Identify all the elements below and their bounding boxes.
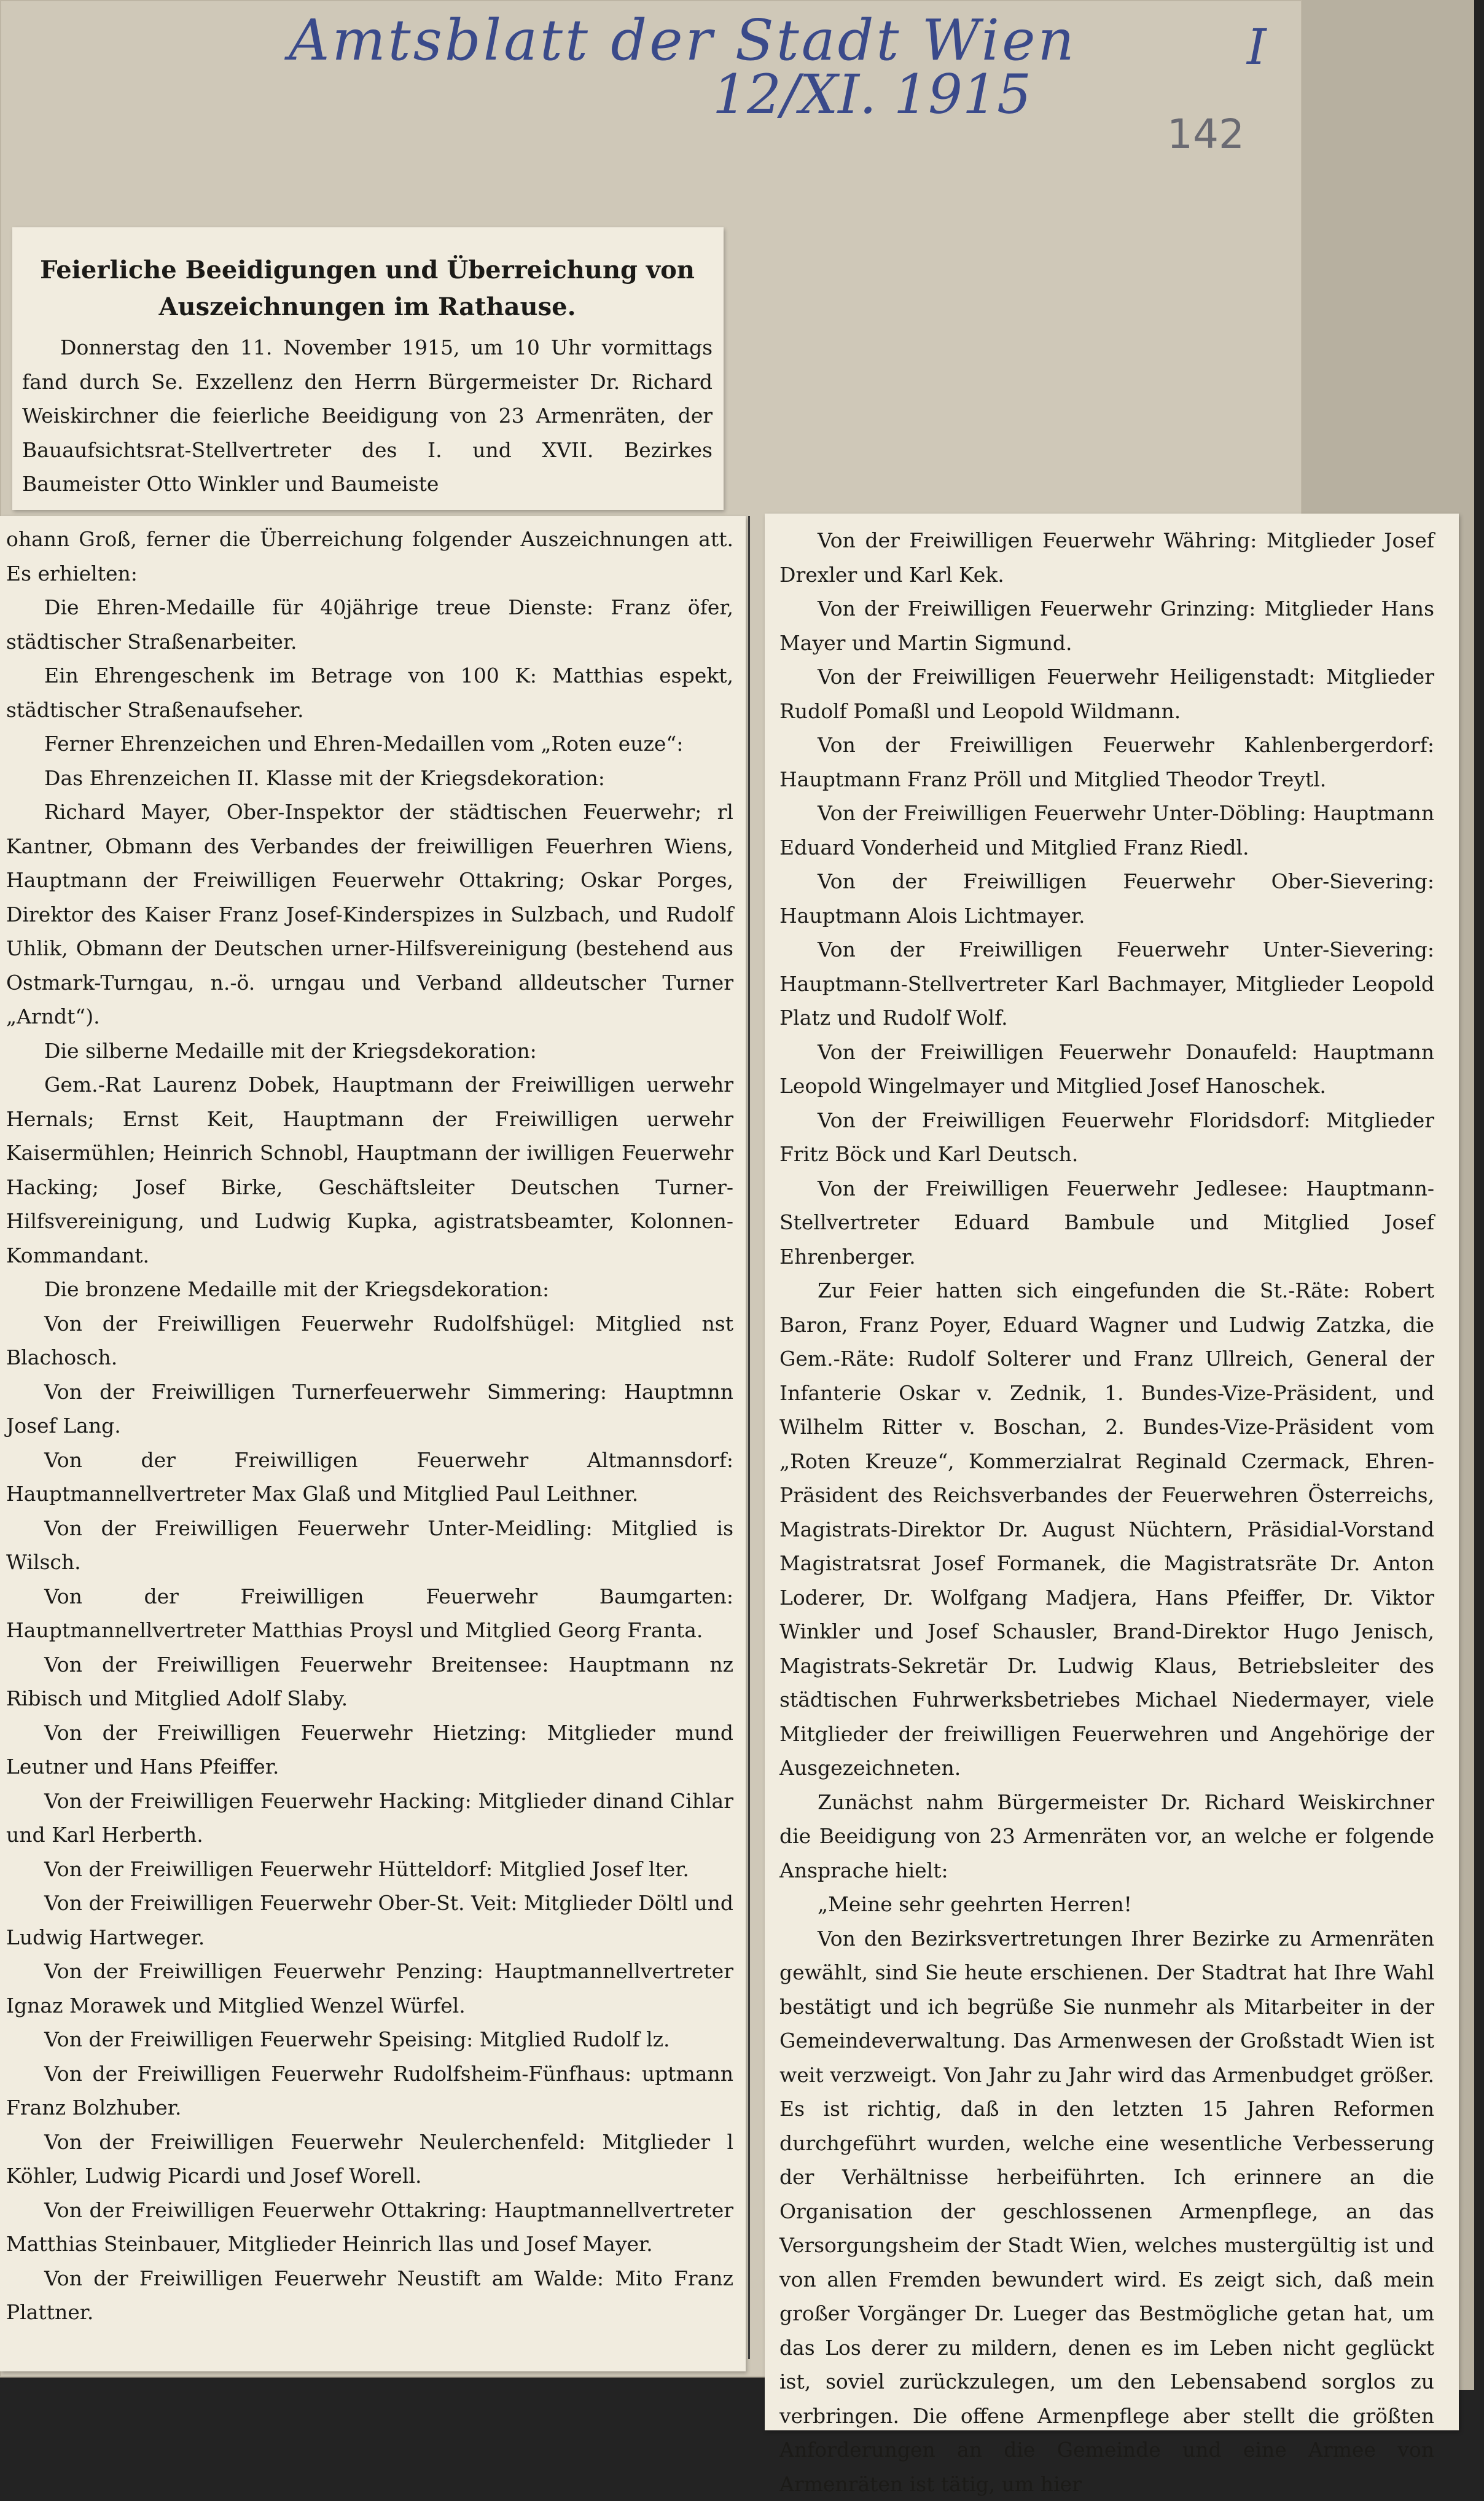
left-paragraph: Ferner Ehrenzeichen und Ehren-Medaillen vom „Roten euze“: xyxy=(6,727,733,761)
right-paragraph: Von der Freiwilligen Feuerwehr Grinzing: Mitglieder Hans Mayer und Martin Sigmund. xyxy=(779,592,1434,660)
handwritten-source-title: Amtsblatt der Stadt Wien xyxy=(289,12,1077,69)
left-paragraph: Von der Freiwilligen Feuerwehr Unter-Meidling: Mitglied is Wilsch. xyxy=(6,1511,733,1579)
left-paragraph: Die silberne Medaille mit der Kriegsdekoration: xyxy=(6,1034,733,1068)
left-paragraph: Von der Freiwilligen Feuerwehr Hacking: Mitglieder dinand Cihlar und Karl Herberth. xyxy=(6,1784,733,1852)
left-paragraph: Die bronzene Medaille mit der Kriegsdekoration: xyxy=(6,1272,733,1307)
left-paragraph: Von der Freiwilligen Feuerwehr Speising: Mitglied Rudolf lz. xyxy=(6,2022,733,2057)
left-paragraph: Von der Freiwilligen Feuerwehr Hietzing: Mitglieder mund Leutner und Hans Pfeiffer. xyxy=(6,1716,733,1784)
right-paragraph: Von der Freiwilligen Feuerwehr Heiligenstadt: Mitglieder Rudolf Pomaßl und Leopold Wildmann. xyxy=(779,660,1434,728)
right-paragraph: Zunächst nahm Bürgermeister Dr. Richard Weiskirchner die Beeidigung von 23 Armenräten vor, an welche er folgende Ansprache hielt: xyxy=(779,1785,1434,1888)
intro-paragraph: Donnerstag den 11. November 1915, um 10 Uhr vormittags fand durch Se. Exzellenz den Herrn Bürgermeister Dr. Richard Weiskirchner die feierliche Beeidigung von 23 Armenräten, der Bauaufsichtsrat-Stellvertreter des I. und XVII. Bezirkes Baumeister Otto Winkler und Baumeiste xyxy=(22,331,713,501)
left-paragraph: ohann Groß, ferner die Überreichung folgender Auszeichnungen att. Es erhielten: xyxy=(6,522,733,590)
right-paragraph: Von der Freiwilligen Feuerwehr Unter-Döbling: Hauptmann Eduard Vonderheid und Mitglied Franz Riedl. xyxy=(779,796,1434,864)
left-paragraph: Das Ehrenzeichen II. Klasse mit der Kriegsdekoration: xyxy=(6,761,733,796)
left-paragraph: Von der Freiwilligen Feuerwehr Baumgarten: Hauptmannellvertreter Matthias Proysl und Mitglied Georg Franta. xyxy=(6,1579,733,1648)
right-paragraph: Von der Freiwilligen Feuerwehr Währing: Mitglieder Josef Drexler und Karl Kek. xyxy=(779,523,1434,592)
left-paragraph: Von der Freiwilligen Feuerwehr Neustift am Walde: Mito Franz Plattner. xyxy=(6,2261,733,2330)
right-paragraph: Von der Freiwilligen Feuerwehr Donaufeld: Hauptmann Leopold Wingelmayer und Mitglied Josef Hanoschek. xyxy=(779,1035,1434,1103)
left-paragraph: Von der Freiwilligen Feuerwehr Ottakring: Hauptmannellvertreter Matthias Steinbauer, Mitglieder Heinrich llas und Josef Mayer. xyxy=(6,2193,733,2261)
clipping-right-column xyxy=(765,514,1459,2430)
left-paragraph: Von der Freiwilligen Feuerwehr Breitensee: Hauptmann nz Ribisch und Mitglied Adolf Slaby. xyxy=(6,1648,733,1716)
left-paragraph: Ein Ehrengeschenk im Betrage von 100 K: Matthias espekt, städtischer Straßenaufseher. xyxy=(6,659,733,727)
left-paragraph: Von der Freiwilligen Feuerwehr Penzing: Hauptmannellvertreter Ignaz Morawek und Mitglied Wenzel Würfel. xyxy=(6,1954,733,2022)
archive-page-number: 142 xyxy=(1167,111,1244,158)
left-paragraph: Von der Freiwilligen Feuerwehr Altmannsdorf: Hauptmannellvertreter Max Glaß und Mitglied Paul Leithner. xyxy=(6,1443,733,1511)
speech-paragraph: Von den Bezirksvertretungen Ihrer Bezirke zu Armenräten gewählt, sind Sie heute erschienen. Der Stadtrat hat Ihre Wahl bestätigt und ich begrüße Sie nunmehr als Mitarbeiter in der Gemeindeverwaltung. Das Armenwesen der Großstadt Wien ist weit verzweigt. Von Jahr zu Jahr wird das Armenbudget größer. Es ist richtig, daß in den letzten 15 Jahren Reformen durchgeführt wurden, welche eine wesentliche Verbesserung der Verhältnisse herbeiführten. Ich erinnere an die Organisation der geschlossenen Armenpflege, an das Versorgungsheim der Stadt Wien, welches mustergültig ist und von allen Fremden bewundert wird. Es zeigt sich, daß mein großer Vorgänger Dr. Lueger das Bestmögliche getan hat, um das Los derer zu mildern, denen es im Leben nicht geglückt ist, soviel zurückzulegen, um den Lebensabend sorglos zu verbringen. Die offene Armenpflege aber stellt die größten Anforderungen an die Gemeinde und eine Armee von Armenräten ist tätig, um hier xyxy=(779,1922,1434,2501)
article-headline: Feierliche Beeidigungen und Überreichung von Auszeichnungen im Rathause. xyxy=(22,252,713,326)
column-rule xyxy=(748,516,750,2359)
left-paragraph: Von der Freiwilligen Feuerwehr Hütteldorf: Mitglied Josef lter. xyxy=(6,1852,733,1887)
right-paragraph: Zur Feier hatten sich eingefunden die St.-Räte: Robert Baron, Franz Poyer, Eduard Wagner und Ludwig Zatzka, die Gem.-Räte: Rudolf Solterer und Franz Ullreich, General der Infanterie Oskar v. Zednik, 1. Bundes-Vize-Präsident, und Wilhelm Ritter v. Boschan, 2. Bundes-Vize-Präsident vom „Roten Kreuze“, Kommerzialrat Reginald Czermack, Ehren-Präsident des Reichsverbandes der Feuerwehren Österreichs, Magistrats-Direktor Dr. August Nüchtern, Präsidial-Vorstand Magistratsrat Josef Formanek, die Magistratsräte Dr. Anton Loderer, Dr. Wolfgang Madjera, Hans Pfeiffer, Dr. Viktor Winkler und Josef Schausler, Brand-Direktor Hugo Jenisch, Magistrats-Sekretär Dr. Ludwig Klaus, Betriebsleiter des städtischen Fuhrwerksbetriebes Michael Niedermayer, viele Mitglieder der freiwilligen Feuerwehren und Angehörige der Ausgezeichneten. xyxy=(779,1274,1434,1785)
left-paragraph: Von der Freiwilligen Feuerwehr Rudolfsheim-Fünfhaus: uptmann Franz Bolzhuber. xyxy=(6,2057,733,2125)
right-paragraph: Von der Freiwilligen Feuerwehr Ober-Sievering: Hauptmann Alois Lichtmayer. xyxy=(779,864,1434,933)
handwritten-roman-numeral: I xyxy=(1247,18,1267,76)
right-paragraph: Von der Freiwilligen Feuerwehr Unter-Sievering: Hauptmann-Stellvertreter Karl Bachmayer, Mitglieder Leopold Platz und Rudolf Wolf. xyxy=(779,933,1434,1035)
handwritten-date: 12/XI. 1915 xyxy=(713,68,1031,122)
left-paragraph: Von der Freiwilligen Feuerwehr Neulerchenfeld: Mitglieder l Köhler, Ludwig Picardi und Josef Worell. xyxy=(6,2125,733,2193)
clipping-top xyxy=(12,227,724,510)
right-paragraph: Von der Freiwilligen Feuerwehr Floridsdorf: Mitglieder Fritz Böck und Karl Deutsch. xyxy=(779,1103,1434,1172)
left-paragraph: Richard Mayer, Ober-Inspektor der städtischen Feuerwehr; rl Kantner, Obmann des Verbandes der freiwilligen Feuerhren Wiens, Hauptmann der Freiwilligen Feuerwehr Ottakring; Oskar Porges, Direktor des Kaiser Franz Josef-Kinderspizes in Sulzbach, und Rudolf Uhlik, Obmann der Deutschen urner-Hilfsvereinigung (bestehend aus Ostmark-Turngau, n.-ö. urngau und Verband alldeutscher Turner „Arndt“). xyxy=(6,795,733,1034)
right-paragraph: Von der Freiwilligen Feuerwehr Jedlesee: Hauptmann-Stellvertreter Eduard Bambule und Mitglied Josef Ehrenberger. xyxy=(779,1172,1434,1274)
clipping-left-column xyxy=(0,516,746,2371)
left-paragraph: Gem.-Rat Laurenz Dobek, Hauptmann der Freiwilligen uerwehr Hernals; Ernst Keit, Hauptmann der Freiwilligen uerwehr Kaisermühlen; Heinrich Schnobl, Hauptmann der iwilligen Feuerwehr Hacking; Josef Birke, Geschäftsleiter Deutschen Turner-Hilfsvereinigung, und Ludwig Kupka, agistratsbeamter, Kolonnen-Kommandant. xyxy=(6,1068,733,1272)
left-paragraph: Von der Freiwilligen Feuerwehr Ober-St. Veit: Mitglieder Döltl und Ludwig Hartweger. xyxy=(6,1886,733,1954)
left-paragraph: Von der Freiwilligen Feuerwehr Rudolfshügel: Mitglied nst Blachosch. xyxy=(6,1307,733,1375)
left-paragraph: Von der Freiwilligen Turnerfeuerwehr Simmering: Hauptmnn Josef Lang. xyxy=(6,1375,733,1443)
speech-salutation: „Meine sehr geehrten Herren! xyxy=(779,1887,1434,1922)
right-paragraph: Von der Freiwilligen Feuerwehr Kahlenbergerdorf: Hauptmann Franz Pröll und Mitglied Theodor Treytl. xyxy=(779,728,1434,796)
left-paragraph: Die Ehren-Medaille für 40jährige treue Dienste: Franz öfer, städtischer Straßenarbeiter. xyxy=(6,590,733,659)
